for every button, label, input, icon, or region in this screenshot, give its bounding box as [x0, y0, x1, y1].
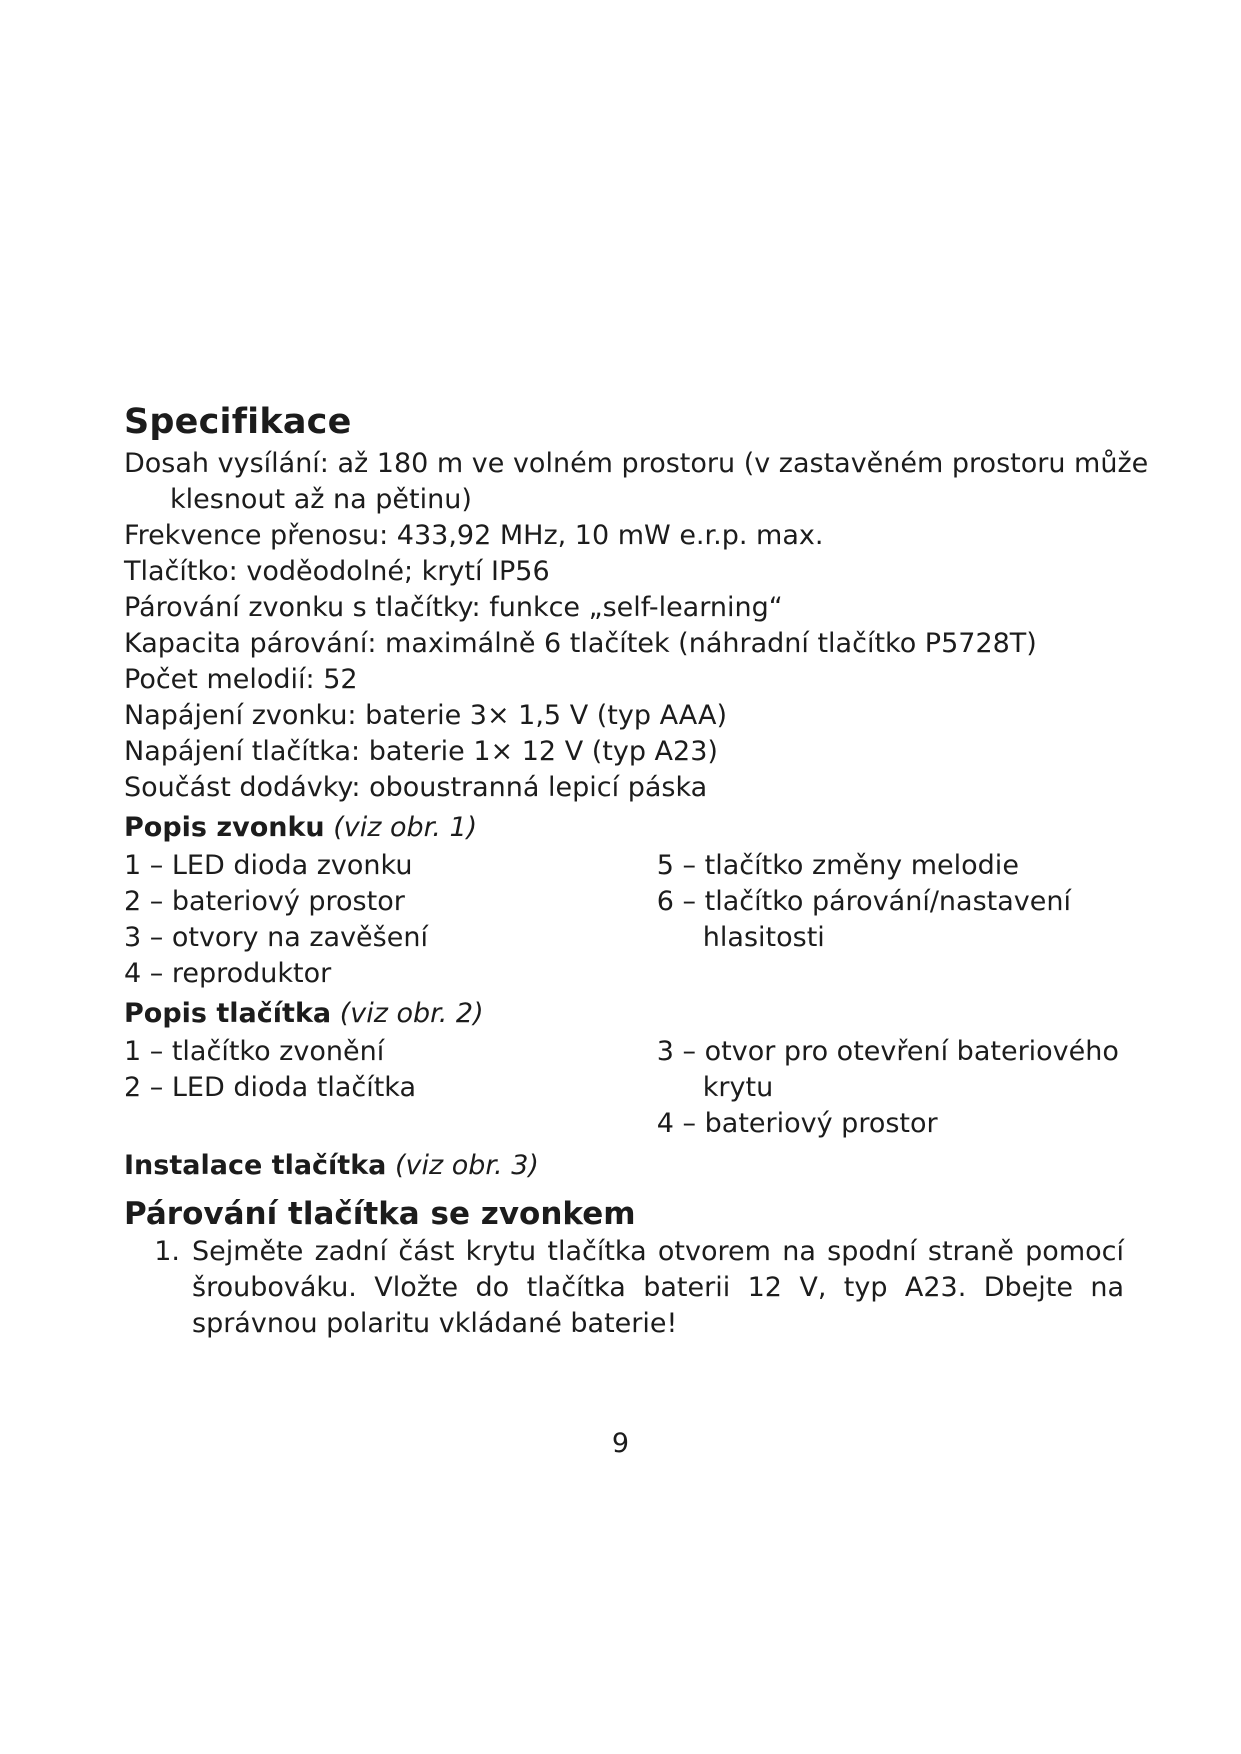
list-item: 5 – tlačítko změny melodie — [656, 850, 1019, 881]
list-item-continuation: krytu — [702, 1072, 774, 1103]
list-item: 6 – tlačítko párování/nastavení — [656, 886, 1071, 917]
spec-line: Napájení zvonku: baterie 3× 1,5 V (typ AAA) — [124, 700, 728, 731]
subheading-label: Instalace tlačítka — [124, 1150, 387, 1181]
spec-line-continuation: klesnout až na pětinu) — [170, 484, 472, 515]
list-item: 2 – LED dioda tlačítka — [124, 1072, 417, 1103]
page-number: 9 — [611, 1428, 630, 1459]
list-item: 4 – bateriový prostor — [656, 1108, 938, 1139]
bell-parts-list — [124, 848, 1124, 992]
spec-line: Frekvence přenosu: 433,92 MHz, 10 mW e.r.p. max. — [124, 520, 824, 551]
document-page — [124, 400, 1149, 1342]
spec-line: Dosah vysílání: až 180 m ve volném prostoru (v zastavěném prostoru může — [124, 448, 1149, 479]
spec-line: Napájení tlačítka: baterie 1× 12 V (typ A23) — [124, 736, 718, 767]
button-parts-right-column — [657, 1034, 1124, 1142]
subheading-instalace-tlacitka — [124, 1148, 1124, 1184]
subheading-popis-tlacitka — [124, 996, 1124, 1032]
spec-line: Kapacita párování: maximálně 6 tlačítek (náhradní tlačítko P5728T) — [124, 628, 1037, 659]
list-item-continuation: hlasitosti — [702, 922, 825, 953]
step-text: Sejměte zadní část krytu tlačítka otvorem na spodní straně pomocí šroubováku. Vložte do tlačítka baterii 12 V, typ A23. Dbejte na správnou polaritu vkládané baterie! — [192, 1236, 1124, 1339]
spec-line: Součást dodávky: oboustranná lepicí páska — [124, 772, 708, 803]
section-title-parovani: Párování tlačítka se zvonkem — [124, 1196, 636, 1232]
button-parts-left-column — [124, 1034, 657, 1142]
list-item: 2 – bateriový prostor — [124, 886, 405, 917]
subheading-popis-zvonku — [124, 810, 1124, 846]
bell-parts-left-column — [124, 848, 657, 992]
list-item: 3 – otvor pro otevření bateriového — [656, 1036, 1119, 1067]
step-number: 1. — [154, 1236, 180, 1267]
subheading-label: Popis zvonku — [124, 812, 325, 843]
subheading-label: Popis tlačítka — [124, 998, 332, 1029]
list-item: 1 – LED dioda zvonku — [124, 850, 413, 881]
numbered-step — [124, 1234, 1124, 1342]
figure-reference: (viz obr. 3) — [394, 1150, 539, 1181]
figure-reference: (viz obr. 1) — [333, 812, 478, 843]
spec-line: Počet melodií: 52 — [124, 664, 358, 695]
list-item: 3 – otvory na zavěšení — [124, 922, 428, 953]
list-item: 4 – reproduktor — [124, 958, 332, 989]
spec-line: Párování zvonku s tlačítky: funkce „self-learning“ — [124, 592, 783, 623]
list-item: 1 – tlačítko zvonění — [124, 1036, 385, 1067]
section-title-specifikace: Specifikace — [124, 402, 352, 442]
button-parts-list — [124, 1034, 1124, 1142]
figure-reference: (viz obr. 2) — [339, 998, 484, 1029]
bell-parts-right-column — [657, 848, 1124, 992]
spec-line: Tlačítko: voděodolné; krytí IP56 — [124, 556, 550, 587]
